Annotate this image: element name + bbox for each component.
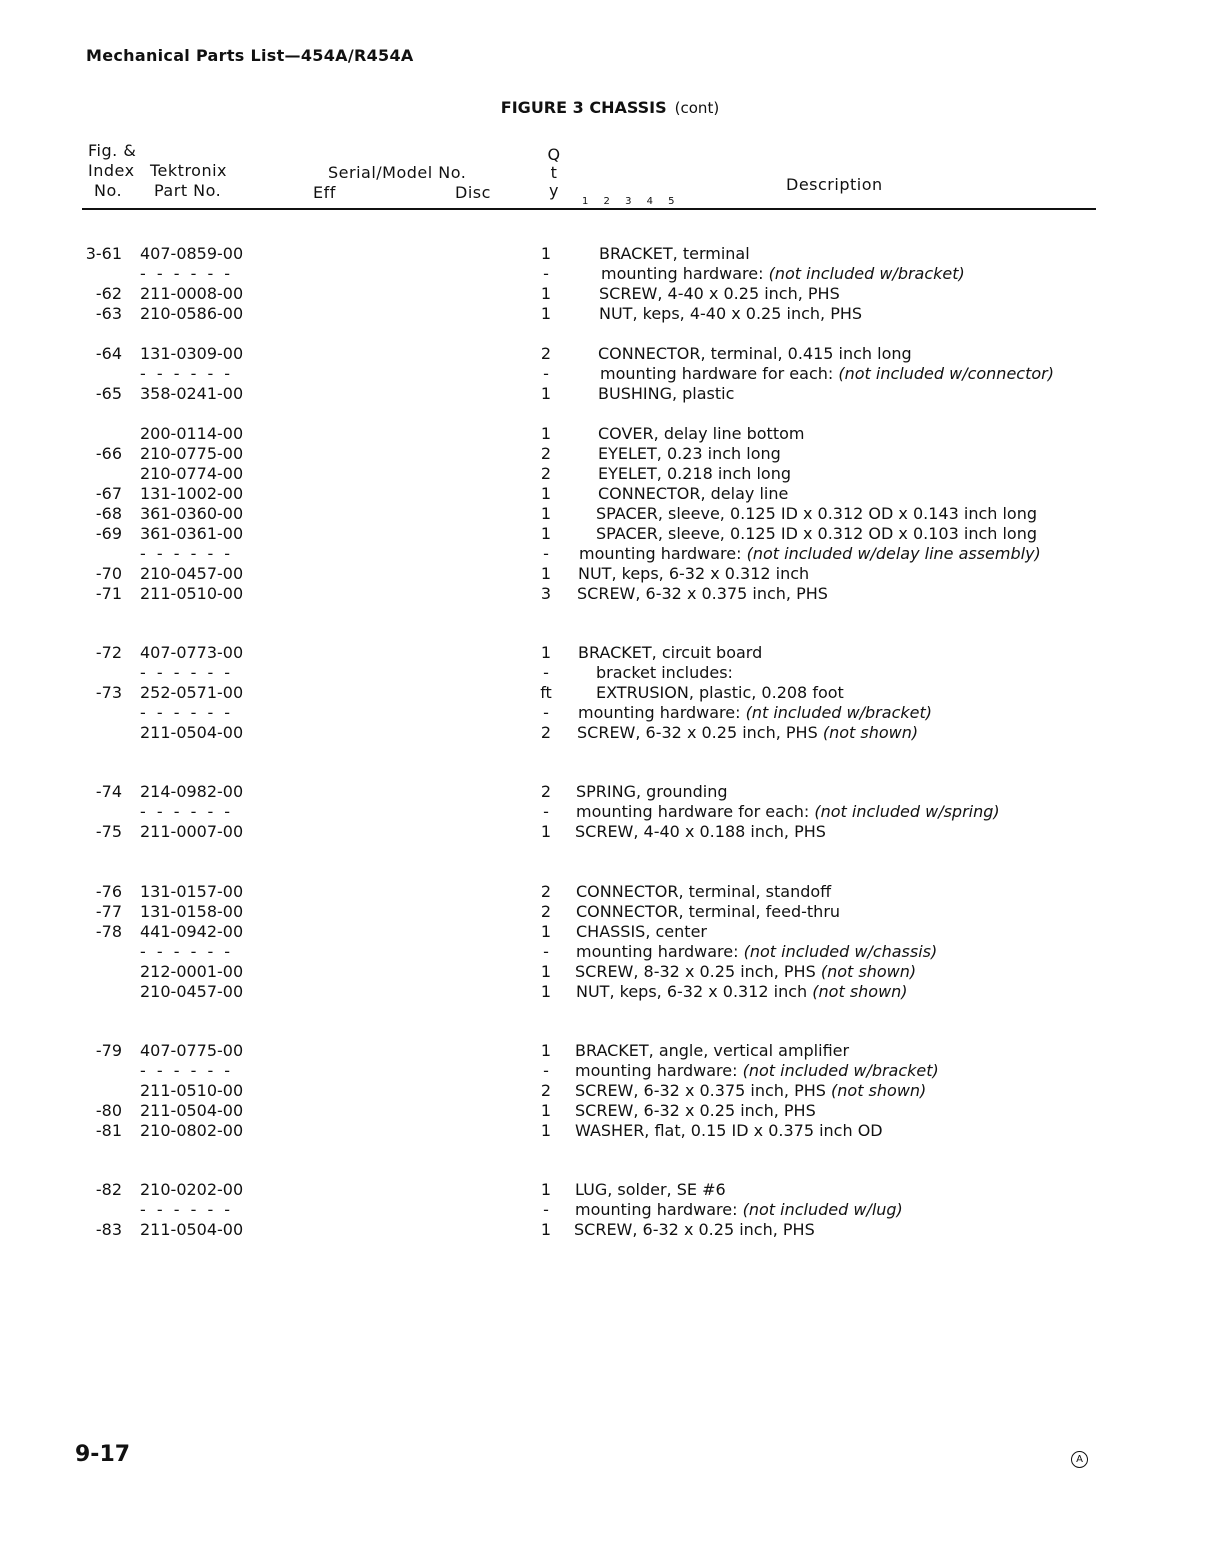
header-fig: Fig. & [88, 141, 137, 160]
description-text: BRACKET, circuit board [578, 643, 763, 662]
quantity-cell: 1 [540, 1220, 552, 1239]
quantity-cell: 1 [540, 424, 552, 443]
table-row [0, 244, 1220, 264]
fig-index-cell: -64 [95, 344, 122, 363]
table-row [0, 723, 1220, 743]
description-cell [596, 683, 844, 703]
description-cell [598, 484, 788, 504]
table-row [0, 802, 1220, 822]
quantity-cell: 2 [540, 882, 552, 901]
description-cell [576, 982, 908, 1002]
header-rule [82, 208, 1096, 210]
quantity-cell: 1 [540, 524, 552, 543]
description-cell [576, 882, 831, 902]
description-cell [598, 444, 781, 464]
quantity-cell: - [543, 544, 549, 563]
part-number-cell: 361-0361-00 [140, 524, 244, 543]
fig-index-cell: -83 [95, 1220, 122, 1239]
description-text: CONNECTOR, terminal, 0.415 inch long [598, 344, 912, 363]
part-number-cell: 407-0775-00 [140, 1041, 244, 1060]
part-number-cell: - - - - - - [140, 942, 234, 961]
quantity-cell: 2 [540, 1081, 552, 1100]
table-row [0, 1121, 1220, 1141]
table-row [0, 982, 1220, 1002]
table-row [0, 1061, 1220, 1081]
part-number-cell: 210-0774-00 [140, 464, 244, 483]
quantity-cell: 1 [540, 284, 552, 303]
table-row [0, 922, 1220, 942]
header-tektronix-part [150, 161, 227, 201]
part-number-cell: - - - - - - [140, 802, 234, 821]
description-cell [596, 524, 1037, 544]
part-number-cell: 407-0773-00 [140, 643, 244, 662]
description-text: mounting hardware for each: [600, 364, 839, 383]
table-row [0, 344, 1220, 364]
fig-index-cell: -75 [95, 822, 122, 841]
description-text: mounting hardware: [601, 264, 769, 283]
description-cell [578, 643, 762, 663]
description-cell [575, 1180, 726, 1200]
description-text: SCREW, 6-32 x 0.25 inch, PHS [575, 1101, 816, 1120]
table-row [0, 504, 1220, 524]
table-row [0, 782, 1220, 802]
fig-index-cell: -73 [95, 683, 122, 702]
table-row [0, 1081, 1220, 1101]
quantity-cell: - [543, 1061, 549, 1080]
description-text: BRACKET, angle, vertical amplifier [575, 1041, 850, 1060]
fig-index-cell: -79 [95, 1041, 122, 1060]
table-row [0, 1200, 1220, 1220]
fig-index-cell: -63 [95, 304, 122, 323]
description-text: mounting hardware: [575, 1061, 743, 1080]
quantity-cell: 1 [540, 1121, 552, 1140]
header-index: Index [88, 161, 135, 180]
table-row [0, 544, 1220, 564]
header-part-no: Part No. [154, 181, 222, 200]
description-cell [576, 922, 707, 942]
fig-index-cell: -70 [95, 564, 122, 583]
description-text: CONNECTOR, terminal, feed-thru [576, 902, 841, 921]
part-number-cell: 211-0007-00 [140, 822, 244, 841]
part-number-cell: - - - - - - [140, 1200, 234, 1219]
description-cell [575, 1200, 903, 1220]
fig-index-cell: -68 [95, 504, 122, 523]
part-number-cell: - - - - - - [140, 364, 234, 383]
description-note: (not included w/connector) [838, 364, 1054, 383]
quantity-cell: 1 [540, 384, 552, 403]
fig-index-cell: 3-61 [85, 244, 122, 263]
description-cell [579, 544, 1041, 564]
fig-index-cell: -76 [95, 882, 122, 901]
quantity-cell: 2 [540, 464, 552, 483]
fig-index-cell: -66 [95, 444, 122, 463]
description-text: bracket includes: [596, 663, 733, 682]
description-cell [601, 264, 965, 284]
part-number-cell: 211-0504-00 [140, 1101, 244, 1120]
description-text: mounting hardware for each: [576, 802, 815, 821]
description-cell [575, 1101, 816, 1121]
part-number-cell: 210-0775-00 [140, 444, 244, 463]
description-text: SPACER, sleeve, 0.125 ID x 0.312 OD x 0.103 inch long [596, 524, 1038, 543]
description-text: SPACER, sleeve, 0.125 ID x 0.312 OD x 0.143 inch long [596, 504, 1038, 523]
part-number-cell: 211-0504-00 [140, 723, 244, 742]
description-text: SCREW, 6-32 x 0.375 inch, PHS [577, 584, 828, 603]
description-cell [599, 284, 840, 304]
quantity-cell: 1 [540, 1101, 552, 1120]
description-note: (not included w/delay line assembly) [746, 544, 1041, 563]
page-number: 9-17 [75, 1442, 131, 1467]
description-text: CONNECTOR, delay line [598, 484, 789, 503]
description-text: SCREW, 6-32 x 0.25 inch, PHS [574, 1220, 815, 1239]
part-number-cell: 131-0309-00 [140, 344, 244, 363]
description-text: EYELET, 0.218 inch long [598, 464, 791, 483]
description-note: (not shown) [831, 1081, 927, 1100]
description-note: (not included w/spring) [814, 802, 1000, 821]
description-note: (not shown) [822, 723, 919, 742]
header-disc: Disc [455, 183, 491, 202]
fig-index-cell: -67 [95, 484, 122, 503]
fig-index-cell: -80 [95, 1101, 122, 1120]
description-cell [598, 424, 804, 444]
quantity-cell: 1 [540, 982, 552, 1001]
part-number-cell: - - - - - - [140, 663, 234, 682]
part-number-cell: 212-0001-00 [140, 962, 244, 981]
fig-index-cell: -72 [95, 643, 122, 662]
table-row [0, 942, 1220, 962]
fig-index-cell: -82 [95, 1180, 122, 1199]
description-note: (nt included w/bracket) [745, 703, 932, 722]
description-note: (not included w/bracket) [768, 264, 965, 283]
description-cell [599, 304, 862, 324]
table-row [0, 663, 1220, 683]
part-number-cell: 358-0241-00 [140, 384, 244, 403]
description-cell [578, 564, 809, 584]
quantity-cell: 1 [540, 504, 552, 523]
table-row [0, 564, 1220, 584]
quantity-cell: 1 [540, 1041, 552, 1060]
header-eff: Eff [313, 183, 336, 202]
description-cell [575, 822, 826, 842]
header-serial-model: Serial/Model No. [328, 163, 467, 182]
description-text: SCREW, 6-32 x 0.375 inch, PHS [575, 1081, 832, 1100]
quantity-cell: - [543, 703, 549, 722]
fig-index-cell: -65 [95, 384, 122, 403]
part-number-cell: 210-0202-00 [140, 1180, 244, 1199]
header-indent-digits: 1 2 3 4 5 [582, 196, 681, 207]
quantity-cell: - [543, 364, 549, 383]
table-row [0, 1220, 1220, 1240]
figure-title-main: FIGURE 3 CHASSIS [500, 98, 667, 117]
description-note: (not included w/chassis) [743, 942, 938, 961]
header-qty-t: t [550, 163, 558, 182]
table-row [0, 524, 1220, 544]
description-text: COVER, delay line bottom [598, 424, 805, 443]
description-cell [596, 504, 1037, 524]
part-number-cell: 211-0504-00 [140, 1220, 244, 1239]
description-note: (not shown) [820, 962, 917, 981]
description-note: (not included w/bracket) [742, 1061, 939, 1080]
description-text: SCREW, 4-40 x 0.25 inch, PHS [599, 284, 840, 303]
description-text: SCREW, 4-40 x 0.188 inch, PHS [575, 822, 826, 841]
description-text: CONNECTOR, terminal, standoff [576, 882, 832, 901]
part-number-cell: 131-0157-00 [140, 882, 244, 901]
description-text: mounting hardware: [579, 544, 747, 563]
description-text: CHASSIS, center [576, 922, 707, 941]
header-fig-index [88, 141, 136, 201]
header-tektronix: Tektronix [150, 161, 228, 180]
quantity-cell: 1 [540, 1180, 552, 1199]
description-text: mounting hardware: [578, 703, 746, 722]
table-row [0, 484, 1220, 504]
running-head: Mechanical Parts List—454A/R454A [86, 46, 414, 65]
part-number-cell: 211-0510-00 [140, 584, 244, 603]
part-number-cell: 441-0942-00 [140, 922, 244, 941]
quantity-cell: 2 [540, 902, 552, 921]
description-cell [578, 703, 932, 723]
description-text: mounting hardware: [575, 1200, 743, 1219]
table-row [0, 304, 1220, 324]
figure-title [0, 98, 1220, 117]
quantity-cell: 2 [540, 723, 552, 742]
description-note: (not included w/lug) [742, 1200, 903, 1219]
description-text: NUT, keps, 6-32 x 0.312 inch [576, 982, 813, 1001]
description-cell [598, 464, 791, 484]
quantity-cell: 1 [540, 484, 552, 503]
description-text: EXTRUSION, plastic, 0.208 foot [596, 683, 844, 702]
part-number-cell: 131-0158-00 [140, 902, 244, 921]
quantity-cell: - [543, 264, 549, 283]
quantity-cell: 3 [540, 584, 552, 603]
quantity-cell: 1 [540, 643, 552, 662]
part-number-cell: 210-0586-00 [140, 304, 244, 323]
fig-index-cell: -74 [95, 782, 122, 801]
quantity-cell: 2 [540, 444, 552, 463]
description-text: BRACKET, terminal [599, 244, 750, 263]
description-text: WASHER, flat, 0.15 ID x 0.375 inch OD [575, 1121, 883, 1140]
table-row [0, 1101, 1220, 1121]
quantity-cell: 1 [540, 962, 552, 981]
description-cell [576, 902, 840, 922]
description-note: (not shown) [812, 982, 908, 1001]
description-cell [575, 1041, 849, 1061]
description-cell [576, 942, 937, 962]
part-number-cell: - - - - - - [140, 703, 234, 722]
table-row [0, 962, 1220, 982]
description-text: SCREW, 8-32 x 0.25 inch, PHS [575, 962, 821, 981]
table-row [0, 424, 1220, 444]
table-row [0, 444, 1220, 464]
table-row [0, 464, 1220, 484]
description-text: BUSHING, plastic [598, 384, 735, 403]
table-row [0, 364, 1220, 384]
table-row [0, 284, 1220, 304]
table-row [0, 882, 1220, 902]
fig-index-cell: -62 [95, 284, 122, 303]
table-row [0, 902, 1220, 922]
quantity-cell: 1 [540, 922, 552, 941]
description-cell [575, 962, 916, 982]
part-number-cell: 210-0802-00 [140, 1121, 244, 1140]
quantity-cell: - [543, 1200, 549, 1219]
quantity-cell: - [543, 802, 549, 821]
table-row [0, 584, 1220, 604]
table-row [0, 643, 1220, 663]
fig-index-cell: -78 [95, 922, 122, 941]
description-cell [577, 723, 918, 743]
part-number-cell: 200-0114-00 [140, 424, 244, 443]
table-row [0, 1180, 1220, 1200]
part-number-cell: - - - - - - [140, 264, 234, 283]
description-text: NUT, keps, 4-40 x 0.25 inch, PHS [599, 304, 863, 323]
description-cell [575, 1121, 883, 1141]
part-number-cell: - - - - - - [140, 544, 234, 563]
header-qty-y: y [549, 181, 559, 200]
part-number-cell: 211-0008-00 [140, 284, 244, 303]
quantity-cell: ft [540, 683, 552, 702]
description-cell [596, 663, 733, 683]
part-number-cell: 361-0360-00 [140, 504, 244, 523]
description-cell [575, 1081, 926, 1101]
description-cell [598, 384, 734, 404]
quantity-cell: 2 [540, 782, 552, 801]
quantity-cell: - [543, 942, 549, 961]
figure-title-cont: (cont) [674, 99, 720, 117]
description-cell [599, 244, 750, 264]
table-row [0, 264, 1220, 284]
fig-index-cell: -71 [95, 584, 122, 603]
quantity-cell: 1 [540, 564, 552, 583]
description-text: EYELET, 0.23 inch long [598, 444, 781, 463]
table-row [0, 683, 1220, 703]
table-row [0, 1041, 1220, 1061]
description-cell [577, 584, 828, 604]
part-number-cell: 131-1002-00 [140, 484, 244, 503]
table-row [0, 703, 1220, 723]
description-text: SPRING, grounding [576, 782, 728, 801]
description-text: mounting hardware: [576, 942, 744, 961]
description-text: SCREW, 6-32 x 0.25 inch, PHS [577, 723, 823, 742]
description-text: NUT, keps, 6-32 x 0.312 inch [578, 564, 810, 583]
part-number-cell: 210-0457-00 [140, 564, 244, 583]
description-text: LUG, solder, SE #6 [575, 1180, 726, 1199]
description-cell [598, 344, 912, 364]
description-cell [576, 802, 1000, 822]
description-cell [574, 1220, 815, 1240]
quantity-cell: - [543, 663, 549, 682]
part-number-cell: 252-0571-00 [140, 683, 244, 702]
quantity-cell: 2 [540, 344, 552, 363]
header-description: Description [786, 175, 883, 194]
table-row [0, 384, 1220, 404]
description-cell [575, 1061, 939, 1081]
fig-index-cell: -69 [95, 524, 122, 543]
header-qty [544, 145, 564, 199]
quantity-cell: 1 [540, 244, 552, 263]
header-no: No. [94, 181, 123, 200]
fig-index-cell: -77 [95, 902, 122, 921]
fig-index-cell: -81 [95, 1121, 122, 1140]
part-number-cell: 210-0457-00 [140, 982, 244, 1001]
table-row [0, 822, 1220, 842]
edition-mark: A [1071, 1451, 1088, 1468]
part-number-cell: - - - - - - [140, 1061, 234, 1080]
part-number-cell: 211-0510-00 [140, 1081, 244, 1100]
description-cell [600, 364, 1054, 384]
description-cell [576, 782, 728, 802]
part-number-cell: 214-0982-00 [140, 782, 244, 801]
quantity-cell: 1 [540, 822, 552, 841]
part-number-cell: 407-0859-00 [140, 244, 244, 263]
header-qty-q: Q [547, 145, 561, 164]
quantity-cell: 1 [540, 304, 552, 323]
